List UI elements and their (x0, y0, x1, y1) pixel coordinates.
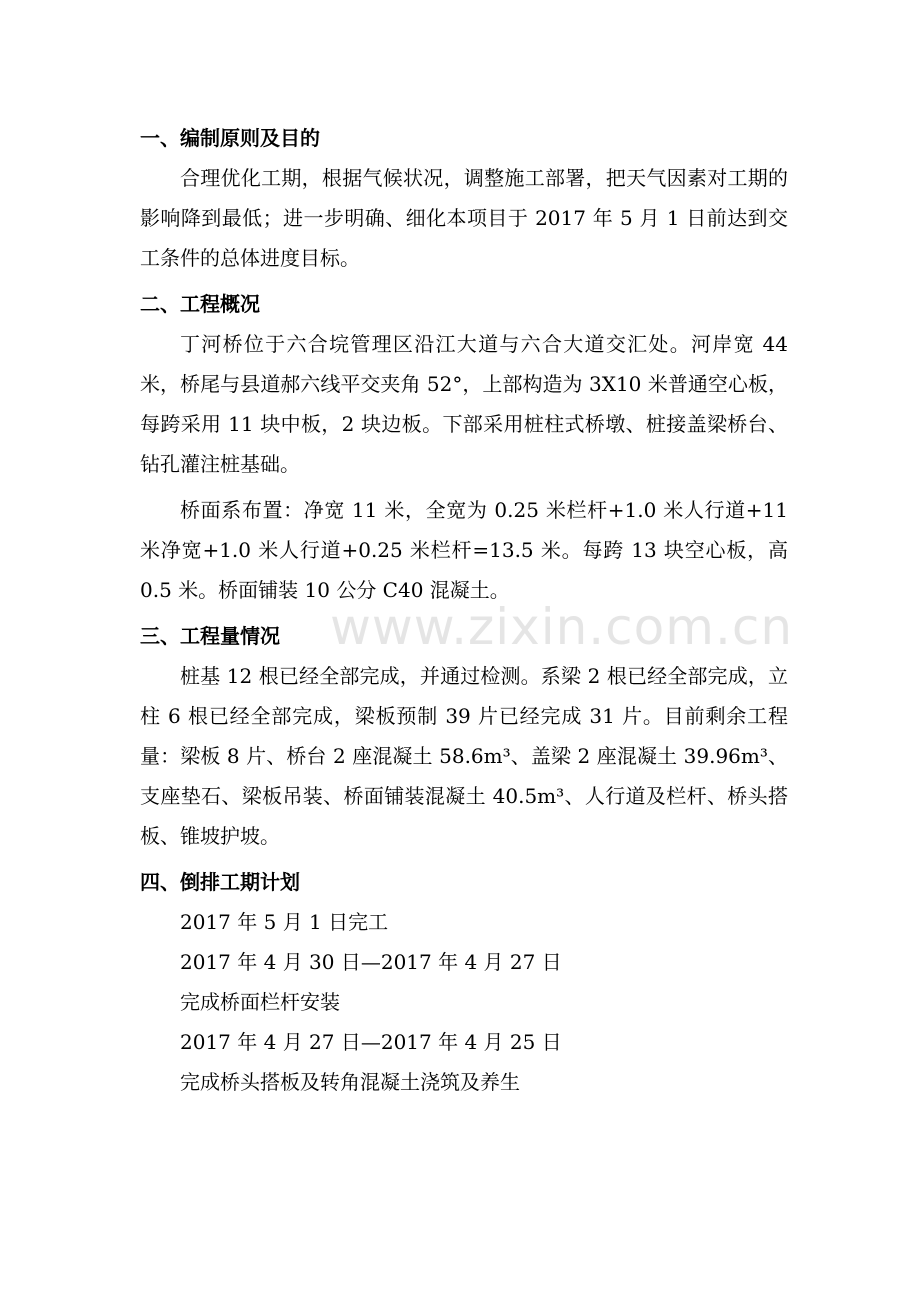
schedule-line: 2017 年 4 月 30 日—2017 年 4 月 27 日 (180, 950, 562, 974)
paragraph-overview-deck: 桥面系布置：净宽 11 米，全宽为 0.25 米栏杆+1.0 米人行道+11 米净宽+1.0 米人行道+0.25 米栏杆=13.5 米。每跨 13 块空心板，高 0.5 米。桥面铺装 10 公分 C40 混凝土。 (140, 498, 788, 602)
schedule-line: 完成桥面栏杆安装 (180, 990, 340, 1014)
watermark-text: www.zixin.com.cn (330, 598, 794, 656)
schedule-line: 完成桥头搭板及转角混凝土浇筑及养生 (180, 1070, 520, 1094)
section-heading-schedule: 四、倒排工期计划 (140, 870, 300, 894)
paragraph-principles: 合理优化工期，根据气候状况，调整施工部署，把天气因素对工期的影响降到最低；进一步明确、细化本项目于 2017 年 5 月 1 日前达到交工条件的总体进度目标。 (140, 166, 788, 270)
section-heading-overview: 二、工程概况 (140, 292, 260, 316)
section-heading-quantities: 三、工程量情况 (140, 624, 280, 648)
schedule-line: 2017 年 4 月 27 日—2017 年 4 月 25 日 (180, 1030, 562, 1054)
paragraph-quantities: 桩基 12 根已经全部完成，并通过检测。系梁 2 根已经全部完成，立柱 6 根已经全部完成，梁板预制 39 片已经完成 31 片。目前剩余工程量：梁板 8 片、桥台 2 座混凝土 58.6m³、盖梁 2 座混凝土 39.96m³、支座垫石、梁板吊装、桥面铺装混凝土 40.5m³、人行道及栏杆、桥头搭板、锥坡护坡。 (140, 664, 788, 848)
paragraph-overview-location: 丁河桥位于六合垸管理区沿江大道与六合大道交汇处。河岸宽 44 米，桥尾与县道郝六线平交夹角 52°，上部构造为 3X10 米普通空心板，每跨采用 11 块中板，2 块边板。下部采用桩柱式桥墩、桩接盖梁桥台、钻孔灌注桩基础。 (140, 332, 788, 476)
schedule-line: 2017 年 5 月 1 日完工 (180, 910, 389, 934)
section-heading-principles: 一、编制原则及目的 (140, 126, 320, 150)
